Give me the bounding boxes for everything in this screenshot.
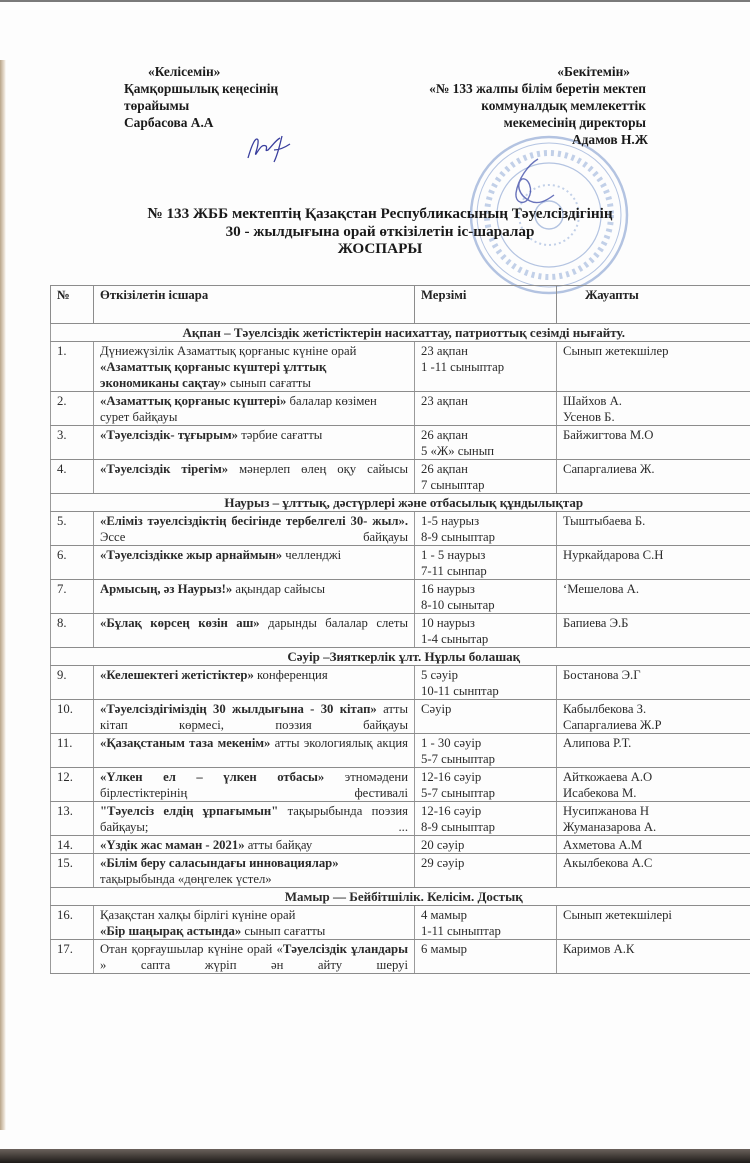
event-title: «Тәуелсіздік тірегім»	[100, 462, 229, 476]
row-number: 1.	[51, 342, 94, 392]
event-text: Қазақстан халқы бірлігі күніне орай	[100, 908, 296, 922]
event-cell	[94, 342, 415, 392]
event-date: 26 ақпан	[421, 462, 468, 476]
table-row	[51, 940, 750, 974]
event-date: 23 ақпан	[421, 394, 468, 408]
table-row	[51, 546, 750, 580]
event-text: дарынды балалар слеты	[259, 616, 408, 630]
event-classes: 5 «Ж» сынып	[421, 444, 495, 458]
table-row	[51, 392, 750, 426]
date-cell	[415, 768, 557, 802]
date-cell	[415, 342, 557, 392]
responsible-cell	[557, 392, 750, 426]
date-cell	[415, 460, 557, 494]
row-number: 10.	[51, 700, 94, 734]
responsible-cell: Сапаргалиева Ж.	[557, 460, 750, 494]
responsible-cell: Акылбекова А.С	[557, 854, 750, 888]
table-row	[51, 906, 750, 940]
date-cell	[415, 666, 557, 700]
responsible-person: Шайхов А.	[563, 394, 622, 408]
row-number: 4.	[51, 460, 94, 494]
date-cell	[415, 614, 557, 648]
event-date: 10 наурыз	[421, 616, 475, 630]
event-text: Дүниежүзілік Азаматтық қорғаныс күніне орай	[100, 344, 357, 358]
date-cell	[415, 392, 557, 426]
event-date: 1-5 наурыз	[421, 514, 480, 528]
row-number: 11.	[51, 734, 94, 768]
row-number: 17.	[51, 940, 94, 974]
event-cell	[94, 734, 415, 768]
section-title: Наурыз – ұлттық, дәстүрлері және отбасылық құндылықтар	[51, 494, 750, 512]
table-row	[51, 802, 750, 836]
date-cell	[415, 940, 557, 974]
responsible-cell: Сынып жетекшілері	[557, 906, 750, 940]
table-row	[51, 460, 750, 494]
title-line: ЖОСПАРЫ	[337, 240, 423, 257]
event-cell	[94, 940, 415, 974]
date-cell	[415, 512, 557, 546]
title-line: 30 - жылдығына орай өткізілетін іс-шаралар	[225, 222, 535, 240]
section-title: Ақпан – Тәуелсіздік жетістіктерін насихаттау, патриоттық сезімді нығайту.	[51, 324, 750, 342]
event-date: Сәуір	[421, 702, 452, 716]
event-classes: 8-9 сыныптар	[421, 530, 496, 544]
event-title: «Тәуелсіздігіміздің 30 жылдығына - 30 кітап»	[100, 702, 377, 716]
responsible-cell: Нуркайдарова С.Н	[557, 546, 750, 580]
row-number: 14.	[51, 836, 94, 854]
date-cell	[415, 426, 557, 460]
responsible-person: Нусипжанова Н	[563, 804, 650, 818]
event-classes: 5-7 сыныптар	[421, 752, 496, 766]
table-row	[51, 854, 750, 888]
responsible-cell: Бапиева Э.Б	[557, 614, 750, 648]
event-cell	[94, 546, 415, 580]
event-classes: 1-11 сыныптар	[421, 924, 501, 938]
event-date: 23 ақпан	[421, 344, 468, 358]
event-classes: 7 сыныптар	[421, 478, 485, 492]
responsible-person: Усенов Б.	[563, 410, 615, 424]
row-number: 3.	[51, 426, 94, 460]
event-text: тақырыбында «дөңгелек үстел»	[100, 872, 272, 886]
responsible-cell: Байжигтова М.О	[557, 426, 750, 460]
events-plan-table	[50, 285, 750, 974]
column-header-responsible: Жауапты	[557, 286, 750, 324]
row-number: 16.	[51, 906, 94, 940]
event-date: 12-16 сәуір	[421, 770, 482, 784]
event-classes: 8-9 сыныптар	[421, 820, 496, 834]
document-title	[60, 205, 700, 258]
row-number: 12.	[51, 768, 94, 802]
event-text: тақырыбында поэзия байқауы; ...	[100, 804, 408, 834]
event-date: 5 сәуір	[421, 668, 458, 682]
responsible-cell: Ахметова А.М	[557, 836, 750, 854]
table-row	[51, 836, 750, 854]
event-text: тәрбие сағатты	[238, 428, 323, 442]
date-cell	[415, 836, 557, 854]
event-date: 1 - 30 сәуір	[421, 736, 482, 750]
event-classes: 10-11 сынптар	[421, 684, 499, 698]
event-title: «Азаматтық қорғаныс күштері ұлттық экономиканы сақтау»	[100, 360, 327, 390]
responsible-cell: Тыштыбаева Б.	[557, 512, 750, 546]
scan-bottom-edge	[0, 1149, 750, 1163]
event-date: 12-16 сәуір	[421, 804, 482, 818]
responsible-cell: Бостанова Э.Г	[557, 666, 750, 700]
event-title: «Бұлақ көрсең көзін аш»	[100, 616, 260, 630]
signature-icon	[244, 130, 294, 166]
event-cell	[94, 802, 415, 836]
event-title: «Тәуелсіздік- тұғырым»	[100, 428, 239, 442]
responsible-person: Айткожаева А.О	[563, 770, 653, 784]
event-cell	[94, 392, 415, 426]
section-title: Мамыр — Бейбітшілік. Келісім. Достық	[51, 888, 750, 906]
event-date: 1 - 5 наурыз	[421, 548, 486, 562]
event-text: балалар көзімен сурет байқауы	[100, 394, 377, 424]
section-row-march	[51, 494, 750, 512]
row-number: 6.	[51, 546, 94, 580]
responsible-cell: Алипова Р.Т.	[557, 734, 750, 768]
date-cell	[415, 802, 557, 836]
column-header-date: Мерзімі	[415, 286, 557, 324]
date-cell	[415, 700, 557, 734]
column-header-event: Өткізілетін ісшара	[94, 286, 415, 324]
table-row	[51, 700, 750, 734]
row-number: 7.	[51, 580, 94, 614]
event-classes: 7-11 сынпар	[421, 564, 487, 578]
table-header-row	[51, 286, 750, 324]
table-row	[51, 768, 750, 802]
event-classes: 1-4 сынытар	[421, 632, 489, 646]
event-cell	[94, 854, 415, 888]
event-date: 20 сәуір	[421, 838, 465, 852]
title-line: № 133 ЖББ мектептің Қазақстан Республикасының Тәуелсіздігінің	[147, 205, 613, 222]
approval-approved-caption: «Бекітемін»	[557, 64, 630, 79]
row-number: 13.	[51, 802, 94, 836]
table-row	[51, 512, 750, 546]
event-title: «Бір шаңырақ астында»	[100, 924, 242, 938]
row-number: 8.	[51, 614, 94, 648]
responsible-person: Кабылбекова З.	[563, 702, 647, 716]
event-text: атты кітап көрмесі, поэзия байқауы	[100, 702, 408, 732]
approval-agreed-line: төрайымы	[124, 98, 190, 113]
table-row	[51, 614, 750, 648]
event-cell	[94, 768, 415, 802]
date-cell	[415, 854, 557, 888]
event-text: челленджі	[282, 548, 342, 562]
row-number: 2.	[51, 392, 94, 426]
event-title: «Қазақстаным таза мекенім»	[100, 736, 271, 750]
event-text: ақындар сайысы	[232, 582, 325, 596]
responsible-cell	[557, 768, 750, 802]
table-row	[51, 426, 750, 460]
responsible-person: Исабекова М.	[563, 786, 637, 800]
responsible-cell: ʻМешелова А.	[557, 580, 750, 614]
event-title: «Азаматтық қорғаныс күштері»	[100, 394, 287, 408]
event-cell	[94, 614, 415, 648]
approval-approved-line: мекемесінің директоры	[503, 115, 646, 130]
date-cell	[415, 906, 557, 940]
responsible-person: Сапаргалиева Ж.Р	[563, 718, 662, 732]
event-text: сынып сағатты	[226, 376, 311, 390]
approval-approved-line: «№ 133 жалпы білім беретін мектеп	[429, 81, 646, 96]
event-title: "Тәуелсіз елдің ұрпағымын"	[100, 804, 279, 818]
event-cell	[94, 460, 415, 494]
approval-agreed-block	[124, 63, 278, 131]
event-cell	[94, 700, 415, 734]
date-cell	[415, 580, 557, 614]
event-title: «Еліміз тәуелсіздіктің бесігінде тербелгелі 30- жыл».	[100, 514, 408, 528]
event-text: сынып сағатты	[241, 924, 326, 938]
row-number: 15.	[51, 854, 94, 888]
event-cell	[94, 580, 415, 614]
event-date: 26 ақпан	[421, 428, 468, 442]
event-title: «Білім беру саласындағы инновациялар»	[100, 856, 339, 870]
event-text: мәнерлеп өлең оқу сайысы	[228, 462, 408, 476]
event-text: атты байқау	[244, 838, 313, 852]
row-number: 9.	[51, 666, 94, 700]
date-cell	[415, 546, 557, 580]
event-cell	[94, 426, 415, 460]
approval-agreed-caption: «Келісемін»	[148, 64, 221, 79]
page-top-edge	[0, 0, 750, 2]
approval-agreed-signer: Сарбасова А.А	[124, 115, 214, 130]
event-cell	[94, 906, 415, 940]
responsible-cell: Каримов А.К	[557, 940, 750, 974]
event-classes: 1 -11 сыныптар	[421, 360, 505, 374]
date-cell	[415, 734, 557, 768]
paper-edge-shadow	[0, 60, 6, 1130]
event-date: 29 сәуір	[421, 856, 465, 870]
section-row-april	[51, 648, 750, 666]
section-row-february	[51, 324, 750, 342]
event-text: Отан қорғаушылар күніне орай «	[100, 942, 283, 956]
event-cell	[94, 512, 415, 546]
event-text: Эссе байқауы	[100, 530, 408, 544]
event-cell	[94, 666, 415, 700]
event-title: «Үздік жас маман - 2021»	[100, 838, 245, 852]
event-title: «Тәуелсіздікке жыр арнаймын»	[100, 548, 283, 562]
approval-approved-line: коммуналдық мемлекеттік	[481, 98, 646, 113]
row-number: 5.	[51, 512, 94, 546]
event-date: 16 наурыз	[421, 582, 475, 596]
responsible-cell	[557, 700, 750, 734]
event-date: 6 мамыр	[421, 942, 467, 956]
responsible-cell	[557, 802, 750, 836]
column-header-number: №	[51, 286, 94, 324]
responsible-person: Жуманазарова А.	[563, 820, 657, 834]
approval-approved-block	[429, 63, 646, 148]
event-title: «Үлкен ел – үлкен отбасы»	[100, 770, 325, 784]
responsible-cell: Сынып жетекшілер	[557, 342, 750, 392]
table-row	[51, 666, 750, 700]
event-title: Армысың, әз Наурыз!»	[100, 582, 233, 596]
event-text: атты экологиялық акция	[270, 736, 408, 750]
event-text: конференция	[253, 668, 328, 682]
table-row	[51, 580, 750, 614]
section-row-may	[51, 888, 750, 906]
event-classes: 5-7 сыныптар	[421, 786, 496, 800]
event-text: » сапта жүріп ән айту шеруі	[100, 958, 408, 972]
approval-approved-signer: Адамов Н.Ж	[571, 132, 648, 147]
event-title: Тәуелсіздік ұландары	[282, 942, 408, 956]
table-row	[51, 342, 750, 392]
approval-agreed-line: Қамқоршылық кеңесінің	[124, 81, 279, 96]
section-title: Сәуір –Зияткерлік ұлт. Нұрлы болашақ	[51, 648, 750, 666]
event-date: 4 мамыр	[421, 908, 467, 922]
event-title: «Келешектегі жетістіктер»	[100, 668, 254, 682]
table-row	[51, 734, 750, 768]
event-text: этномәдени бірлестіктерінің фестивалі	[100, 770, 408, 800]
event-cell	[94, 836, 415, 854]
event-classes: 8-10 сынытар	[421, 598, 495, 612]
